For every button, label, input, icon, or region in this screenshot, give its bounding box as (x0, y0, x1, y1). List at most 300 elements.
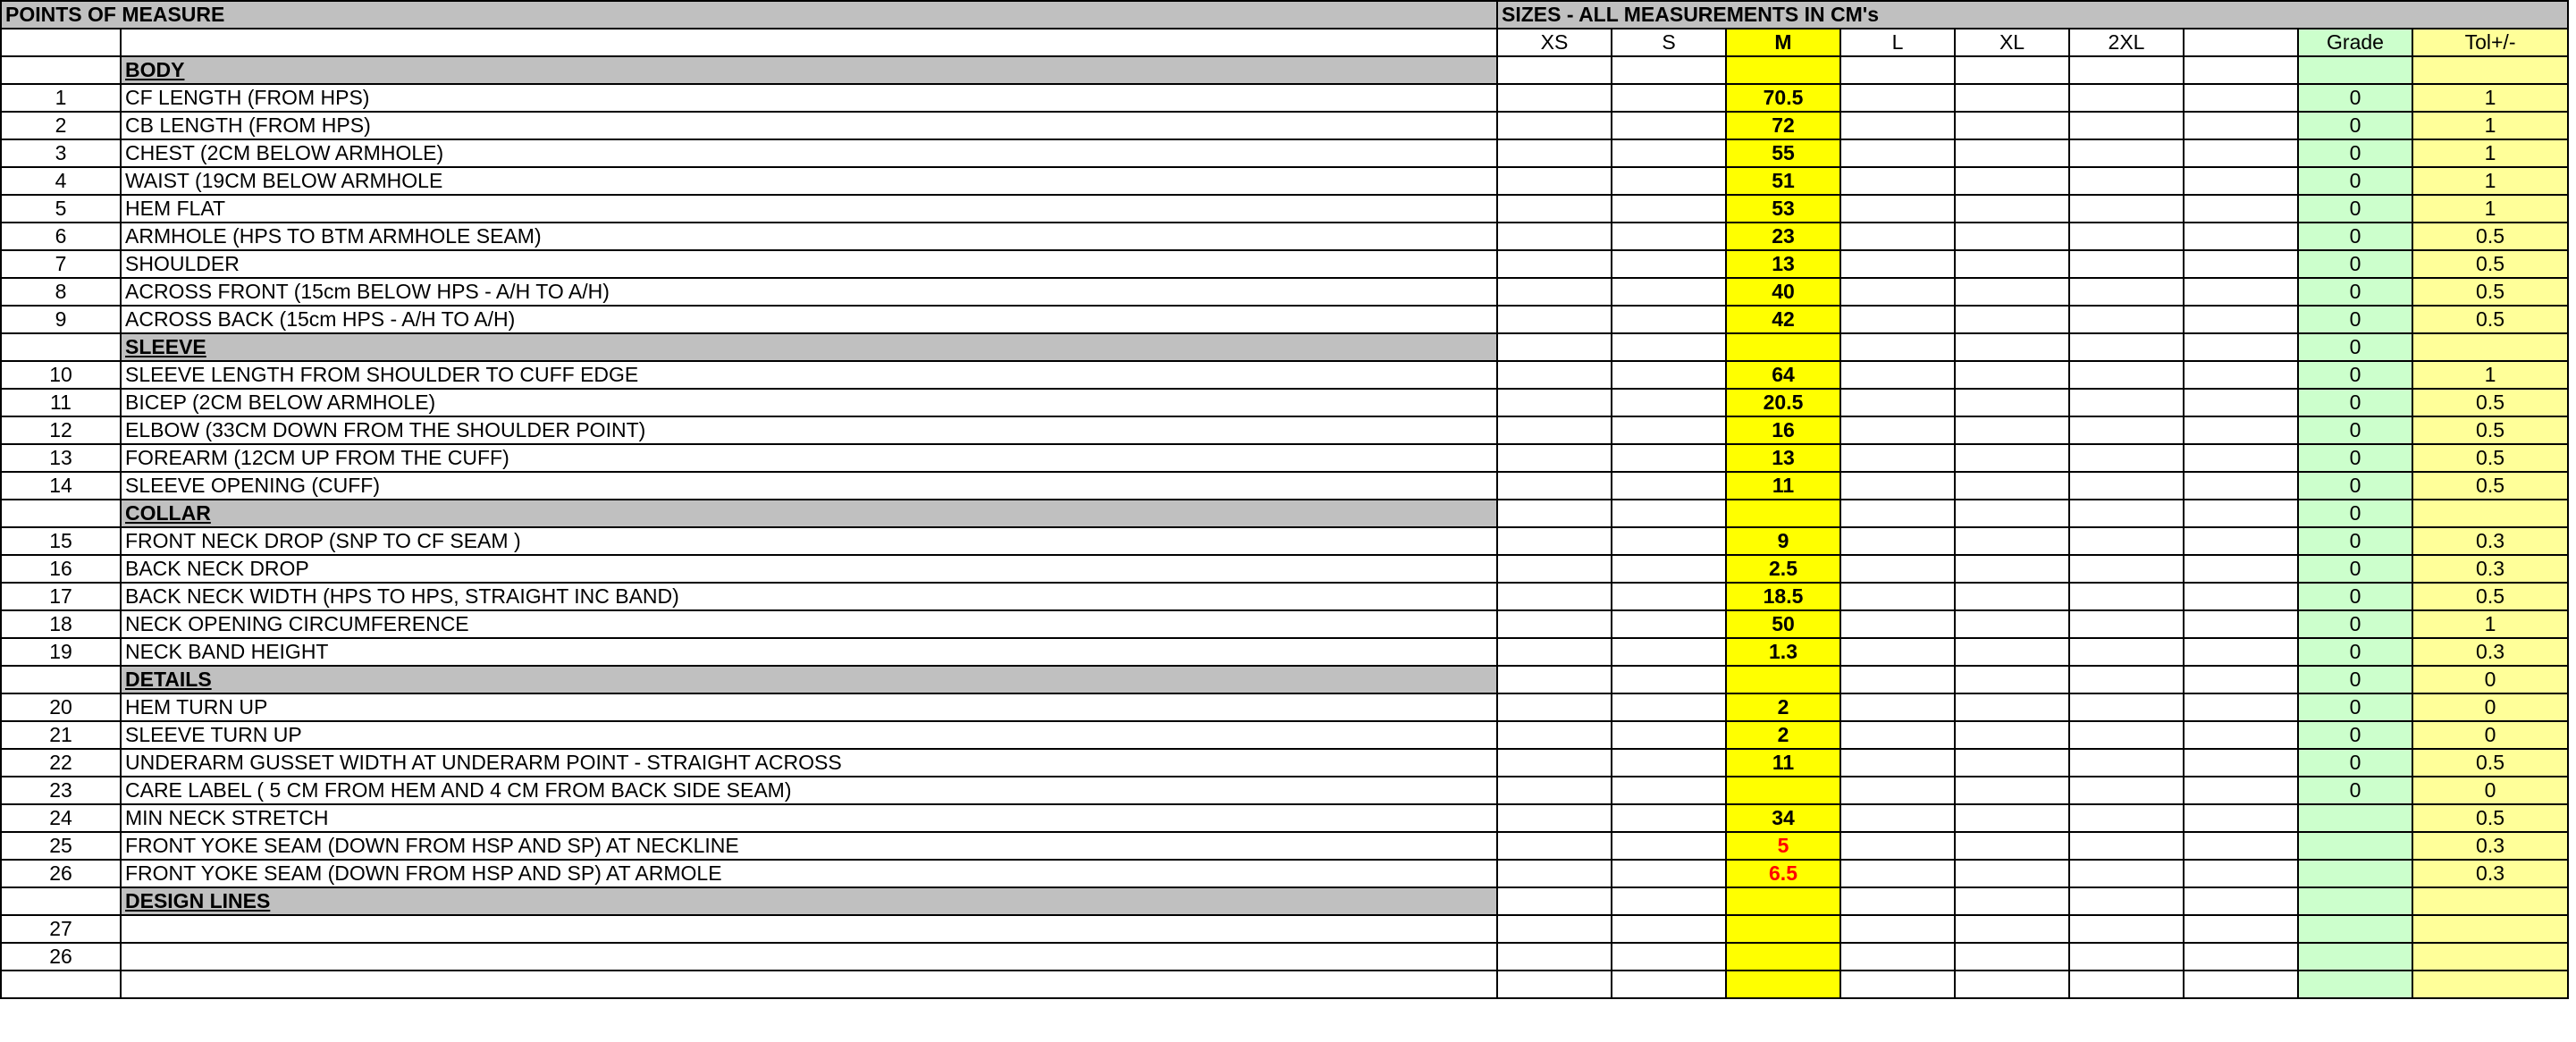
row-number-cell[interactable]: 4 (1, 167, 121, 195)
size-extra-cell[interactable] (2184, 583, 2298, 610)
size-l-cell[interactable] (1840, 306, 1955, 333)
grade-cell[interactable]: 0 (2298, 638, 2412, 666)
size-s-cell[interactable] (1612, 555, 1726, 583)
size-m-cell[interactable]: 18.5 (1726, 583, 1840, 610)
size-m-cell[interactable]: 13 (1726, 250, 1840, 278)
row-number-cell[interactable]: 14 (1, 472, 121, 500)
size-s-cell[interactable] (1612, 887, 1726, 915)
size-extra-cell[interactable] (2184, 223, 2298, 250)
size-xs-cell[interactable] (1497, 555, 1612, 583)
size-m-cell[interactable] (1726, 915, 1840, 943)
points-of-measure-header[interactable]: POINTS OF MEASURE (1, 1, 1497, 29)
tolerance-cell[interactable]: 0.5 (2412, 278, 2568, 306)
size-2xl-cell[interactable] (2069, 583, 2184, 610)
size-s-cell[interactable] (1612, 306, 1726, 333)
grade-cell[interactable]: 0 (2298, 306, 2412, 333)
size-m-cell[interactable]: 51 (1726, 167, 1840, 195)
point-label-cell[interactable]: ELBOW (33CM DOWN FROM THE SHOULDER POINT) (121, 416, 1497, 444)
size-s-cell[interactable] (1612, 444, 1726, 472)
row-number-cell[interactable]: 13 (1, 444, 121, 472)
grade-cell[interactable]: 0 (2298, 278, 2412, 306)
size-xl-cell[interactable] (1955, 223, 2069, 250)
size-xl-cell[interactable] (1955, 306, 2069, 333)
grade-cell[interactable] (2298, 887, 2412, 915)
point-label-cell[interactable]: SHOULDER (121, 250, 1497, 278)
size-xs-cell[interactable] (1497, 500, 1612, 527)
size-extra-cell[interactable] (2184, 278, 2298, 306)
size-extra-cell[interactable] (2184, 638, 2298, 666)
size-s-cell[interactable] (1612, 583, 1726, 610)
point-label-cell[interactable]: HEM TURN UP (121, 693, 1497, 721)
size-extra-cell[interactable] (2184, 860, 2298, 887)
size-xs-cell[interactable] (1497, 721, 1612, 749)
size-2xl-cell[interactable] (2069, 887, 2184, 915)
size-2xl-cell[interactable] (2069, 139, 2184, 167)
size-xl-cell[interactable] (1955, 749, 2069, 777)
size-m-cell[interactable]: 55 (1726, 139, 1840, 167)
size-xs-cell[interactable] (1497, 749, 1612, 777)
size-l-cell[interactable] (1840, 250, 1955, 278)
size-xl-cell[interactable] (1955, 971, 2069, 998)
size-m-cell[interactable]: 2.5 (1726, 555, 1840, 583)
size-xs-cell[interactable] (1497, 84, 1612, 112)
size-2xl-cell[interactable] (2069, 306, 2184, 333)
size-l-cell[interactable] (1840, 610, 1955, 638)
size-s-cell[interactable] (1612, 56, 1726, 84)
size-extra-cell[interactable] (2184, 361, 2298, 389)
size-xs-cell[interactable] (1497, 693, 1612, 721)
size-xs-cell[interactable] (1497, 804, 1612, 832)
point-label-cell[interactable]: CB LENGTH (FROM HPS) (121, 112, 1497, 139)
tolerance-cell[interactable]: 0.3 (2412, 860, 2568, 887)
size-2xl-cell[interactable] (2069, 223, 2184, 250)
size-m-cell[interactable] (1726, 500, 1840, 527)
size-m-cell[interactable]: 53 (1726, 195, 1840, 223)
size-2xl-cell[interactable] (2069, 527, 2184, 555)
size-s-cell[interactable] (1612, 638, 1726, 666)
size-l-cell[interactable] (1840, 971, 1955, 998)
size-xs-header[interactable]: XS (1497, 29, 1612, 56)
grade-cell[interactable]: 0 (2298, 749, 2412, 777)
size-l-cell[interactable] (1840, 84, 1955, 112)
size-2xl-cell[interactable] (2069, 444, 2184, 472)
size-2xl-cell[interactable] (2069, 915, 2184, 943)
point-label-cell[interactable]: ACROSS FRONT (15cm BELOW HPS - A/H TO A/H) (121, 278, 1497, 306)
size-xl-cell[interactable] (1955, 389, 2069, 416)
size-l-cell[interactable] (1840, 56, 1955, 84)
grade-cell[interactable]: 0 (2298, 223, 2412, 250)
size-2xl-cell[interactable] (2069, 555, 2184, 583)
size-xl-cell[interactable] (1955, 915, 2069, 943)
grade-cell[interactable]: 0 (2298, 666, 2412, 693)
tolerance-cell[interactable]: 0.5 (2412, 250, 2568, 278)
size-xl-cell[interactable] (1955, 472, 2069, 500)
row-number-cell[interactable]: 19 (1, 638, 121, 666)
row-number-cell[interactable]: 2 (1, 112, 121, 139)
tolerance-header[interactable]: Tol+/- (2412, 29, 2568, 56)
grade-header[interactable]: Grade (2298, 29, 2412, 56)
grade-cell[interactable]: 0 (2298, 444, 2412, 472)
section-label-cell[interactable]: COLLAR (121, 500, 1497, 527)
row-number-cell[interactable]: 1 (1, 84, 121, 112)
size-m-cell[interactable]: 11 (1726, 749, 1840, 777)
size-2xl-cell[interactable] (2069, 749, 2184, 777)
size-extra-cell[interactable] (2184, 887, 2298, 915)
size-xl-cell[interactable] (1955, 250, 2069, 278)
grade-cell[interactable]: 0 (2298, 84, 2412, 112)
grade-cell[interactable]: 0 (2298, 527, 2412, 555)
size-m-cell[interactable] (1726, 887, 1840, 915)
size-2xl-header[interactable]: 2XL (2069, 29, 2184, 56)
size-xl-cell[interactable] (1955, 666, 2069, 693)
point-label-cell[interactable]: CHEST (2CM BELOW ARMHOLE) (121, 139, 1497, 167)
row-number-cell[interactable]: 22 (1, 749, 121, 777)
grade-cell[interactable]: 0 (2298, 167, 2412, 195)
size-xs-cell[interactable] (1497, 472, 1612, 500)
row-number-cell[interactable] (1, 56, 121, 84)
size-m-cell[interactable]: 70.5 (1726, 84, 1840, 112)
size-xs-cell[interactable] (1497, 361, 1612, 389)
size-l-cell[interactable] (1840, 361, 1955, 389)
row-number-cell[interactable] (1, 500, 121, 527)
grade-cell[interactable] (2298, 804, 2412, 832)
tolerance-cell[interactable]: 1 (2412, 610, 2568, 638)
size-xs-cell[interactable] (1497, 915, 1612, 943)
size-2xl-cell[interactable] (2069, 361, 2184, 389)
size-m-cell[interactable]: 40 (1726, 278, 1840, 306)
size-s-cell[interactable] (1612, 943, 1726, 971)
size-extra-cell[interactable] (2184, 500, 2298, 527)
size-s-cell[interactable] (1612, 971, 1726, 998)
size-2xl-cell[interactable] (2069, 638, 2184, 666)
size-extra-cell[interactable] (2184, 666, 2298, 693)
row-number-cell[interactable]: 26 (1, 943, 121, 971)
size-xs-cell[interactable] (1497, 389, 1612, 416)
size-s-cell[interactable] (1612, 777, 1726, 804)
size-s-cell[interactable] (1612, 223, 1726, 250)
size-s-cell[interactable] (1612, 915, 1726, 943)
point-label-cell[interactable]: BACK NECK WIDTH (HPS TO HPS, STRAIGHT INC BAND) (121, 583, 1497, 610)
tolerance-cell[interactable]: 1 (2412, 84, 2568, 112)
point-label-cell[interactable]: CARE LABEL ( 5 CM FROM HEM AND 4 CM FROM BACK SIDE SEAM) (121, 777, 1497, 804)
point-label-cell[interactable]: ARMHOLE (HPS TO BTM ARMHOLE SEAM) (121, 223, 1497, 250)
size-l-cell[interactable] (1840, 804, 1955, 832)
point-label-cell[interactable]: FOREARM (12CM UP FROM THE CUFF) (121, 444, 1497, 472)
size-2xl-cell[interactable] (2069, 610, 2184, 638)
row-number-cell[interactable]: 15 (1, 527, 121, 555)
point-label-cell[interactable]: NECK BAND HEIGHT (121, 638, 1497, 666)
size-s-cell[interactable] (1612, 278, 1726, 306)
size-s-cell[interactable] (1612, 804, 1726, 832)
size-xl-cell[interactable] (1955, 167, 2069, 195)
size-m-cell[interactable]: 9 (1726, 527, 1840, 555)
size-xl-cell[interactable] (1955, 721, 2069, 749)
size-m-cell[interactable]: 16 (1726, 416, 1840, 444)
size-2xl-cell[interactable] (2069, 804, 2184, 832)
size-l-cell[interactable] (1840, 638, 1955, 666)
size-m-cell[interactable] (1726, 943, 1840, 971)
point-label-cell[interactable] (121, 971, 1497, 998)
size-extra-cell[interactable] (2184, 693, 2298, 721)
row-number-cell[interactable]: 11 (1, 389, 121, 416)
tolerance-cell[interactable] (2412, 56, 2568, 84)
grade-cell[interactable] (2298, 860, 2412, 887)
size-s-cell[interactable] (1612, 389, 1726, 416)
tolerance-cell[interactable]: 1 (2412, 112, 2568, 139)
point-label-cell[interactable]: SLEEVE LENGTH FROM SHOULDER TO CUFF EDGE (121, 361, 1497, 389)
row-number-cell[interactable]: 12 (1, 416, 121, 444)
size-extra-cell[interactable] (2184, 971, 2298, 998)
size-l-cell[interactable] (1840, 416, 1955, 444)
size-xs-cell[interactable] (1497, 583, 1612, 610)
size-s-cell[interactable] (1612, 84, 1726, 112)
tolerance-cell[interactable]: 0 (2412, 693, 2568, 721)
grade-cell[interactable]: 0 (2298, 500, 2412, 527)
size-xs-cell[interactable] (1497, 638, 1612, 666)
row-number-cell[interactable]: 23 (1, 777, 121, 804)
size-s-cell[interactable] (1612, 832, 1726, 860)
size-extra-cell[interactable] (2184, 306, 2298, 333)
size-2xl-cell[interactable] (2069, 56, 2184, 84)
size-extra-cell[interactable] (2184, 333, 2298, 361)
size-xs-cell[interactable] (1497, 56, 1612, 84)
point-label-cell[interactable]: MIN NECK STRETCH (121, 804, 1497, 832)
size-m-cell[interactable]: 1.3 (1726, 638, 1840, 666)
size-m-cell[interactable] (1726, 56, 1840, 84)
point-label-cell[interactable]: BICEP (2CM BELOW ARMHOLE) (121, 389, 1497, 416)
size-xl-cell[interactable] (1955, 804, 2069, 832)
size-2xl-cell[interactable] (2069, 721, 2184, 749)
size-2xl-cell[interactable] (2069, 693, 2184, 721)
section-label-cell[interactable]: SLEEVE (121, 333, 1497, 361)
size-l-cell[interactable] (1840, 666, 1955, 693)
grade-cell[interactable]: 0 (2298, 472, 2412, 500)
size-l-cell[interactable] (1840, 527, 1955, 555)
grade-cell[interactable]: 0 (2298, 777, 2412, 804)
size-l-cell[interactable] (1840, 472, 1955, 500)
tolerance-cell[interactable]: 0.3 (2412, 832, 2568, 860)
size-s-cell[interactable] (1612, 500, 1726, 527)
size-extra-cell[interactable] (2184, 610, 2298, 638)
size-xs-cell[interactable] (1497, 250, 1612, 278)
size-extra-cell[interactable] (2184, 389, 2298, 416)
grade-cell[interactable] (2298, 832, 2412, 860)
size-l-cell[interactable] (1840, 832, 1955, 860)
size-xl-cell[interactable] (1955, 84, 2069, 112)
point-label-cell[interactable]: SLEEVE OPENING (CUFF) (121, 472, 1497, 500)
size-2xl-cell[interactable] (2069, 333, 2184, 361)
tolerance-cell[interactable] (2412, 887, 2568, 915)
point-label-cell[interactable]: HEM FLAT (121, 195, 1497, 223)
size-xl-header[interactable]: XL (1955, 29, 2069, 56)
sizes-header[interactable]: SIZES - ALL MEASUREMENTS IN CM's (1497, 1, 2568, 29)
size-xl-cell[interactable] (1955, 860, 2069, 887)
size-s-cell[interactable] (1612, 361, 1726, 389)
tolerance-cell[interactable]: 0 (2412, 721, 2568, 749)
size-m-cell[interactable] (1726, 971, 1840, 998)
size-xs-cell[interactable] (1497, 887, 1612, 915)
size-xs-cell[interactable] (1497, 860, 1612, 887)
size-m-cell[interactable] (1726, 777, 1840, 804)
section-label-cell[interactable]: DESIGN LINES (121, 887, 1497, 915)
tolerance-cell[interactable]: 0.5 (2412, 472, 2568, 500)
size-s-cell[interactable] (1612, 693, 1726, 721)
tolerance-cell[interactable] (2412, 971, 2568, 998)
size-l-cell[interactable] (1840, 139, 1955, 167)
tolerance-cell[interactable]: 0.5 (2412, 583, 2568, 610)
size-extra-cell[interactable] (2184, 527, 2298, 555)
grade-cell[interactable]: 0 (2298, 333, 2412, 361)
tolerance-cell[interactable] (2412, 333, 2568, 361)
size-2xl-cell[interactable] (2069, 195, 2184, 223)
size-l-cell[interactable] (1840, 167, 1955, 195)
size-extra-cell[interactable] (2184, 84, 2298, 112)
size-l-header[interactable]: L (1840, 29, 1955, 56)
point-label-cell[interactable] (121, 915, 1497, 943)
size-xl-cell[interactable] (1955, 361, 2069, 389)
size-2xl-cell[interactable] (2069, 500, 2184, 527)
size-l-cell[interactable] (1840, 278, 1955, 306)
size-extra-cell[interactable] (2184, 167, 2298, 195)
row-number-cell[interactable]: 20 (1, 693, 121, 721)
size-xl-cell[interactable] (1955, 610, 2069, 638)
row-number-cell[interactable]: 24 (1, 804, 121, 832)
size-2xl-cell[interactable] (2069, 832, 2184, 860)
size-2xl-cell[interactable] (2069, 84, 2184, 112)
size-extra-cell[interactable] (2184, 721, 2298, 749)
size-extra-cell[interactable] (2184, 250, 2298, 278)
size-xs-cell[interactable] (1497, 167, 1612, 195)
row-number-cell[interactable]: 16 (1, 555, 121, 583)
grade-cell[interactable]: 0 (2298, 389, 2412, 416)
tolerance-cell[interactable]: 0.5 (2412, 416, 2568, 444)
size-xs-cell[interactable] (1497, 278, 1612, 306)
row-number-cell[interactable] (1, 666, 121, 693)
size-s-cell[interactable] (1612, 195, 1726, 223)
tolerance-cell[interactable]: 0.5 (2412, 223, 2568, 250)
size-2xl-cell[interactable] (2069, 860, 2184, 887)
size-2xl-cell[interactable] (2069, 971, 2184, 998)
size-s-header[interactable]: S (1612, 29, 1726, 56)
tolerance-cell[interactable]: 1 (2412, 167, 2568, 195)
size-xl-cell[interactable] (1955, 444, 2069, 472)
tolerance-cell[interactable]: 0.5 (2412, 804, 2568, 832)
size-2xl-cell[interactable] (2069, 112, 2184, 139)
grade-cell[interactable]: 0 (2298, 112, 2412, 139)
row-number-cell[interactable]: 25 (1, 832, 121, 860)
size-extra-cell[interactable] (2184, 777, 2298, 804)
size-xl-cell[interactable] (1955, 500, 2069, 527)
section-label-cell[interactable]: BODY (121, 56, 1497, 84)
size-xs-cell[interactable] (1497, 444, 1612, 472)
size-m-cell[interactable]: 2 (1726, 693, 1840, 721)
point-label-cell[interactable]: NECK OPENING CIRCUMFERENCE (121, 610, 1497, 638)
section-label-cell[interactable]: DETAILS (121, 666, 1497, 693)
size-xs-cell[interactable] (1497, 195, 1612, 223)
row-number-cell[interactable]: 5 (1, 195, 121, 223)
size-s-cell[interactable] (1612, 250, 1726, 278)
grade-cell[interactable]: 0 (2298, 416, 2412, 444)
tolerance-cell[interactable] (2412, 943, 2568, 971)
size-m-cell[interactable]: 11 (1726, 472, 1840, 500)
row-number-cell[interactable] (1, 887, 121, 915)
size-2xl-cell[interactable] (2069, 278, 2184, 306)
tolerance-cell[interactable]: 1 (2412, 361, 2568, 389)
size-m-cell[interactable]: 50 (1726, 610, 1840, 638)
grade-cell[interactable]: 0 (2298, 250, 2412, 278)
size-s-cell[interactable] (1612, 721, 1726, 749)
size-m-cell[interactable]: 42 (1726, 306, 1840, 333)
blank-cell[interactable] (1, 29, 121, 56)
row-number-cell[interactable]: 21 (1, 721, 121, 749)
size-m-cell[interactable]: 13 (1726, 444, 1840, 472)
size-xs-cell[interactable] (1497, 777, 1612, 804)
blank-cell[interactable] (121, 29, 1497, 56)
size-l-cell[interactable] (1840, 583, 1955, 610)
size-extra-cell[interactable] (2184, 444, 2298, 472)
tolerance-cell[interactable]: 1 (2412, 195, 2568, 223)
point-label-cell[interactable]: UNDERARM GUSSET WIDTH AT UNDERARM POINT - STRAIGHT ACROSS (121, 749, 1497, 777)
size-m-cell[interactable] (1726, 333, 1840, 361)
size-2xl-cell[interactable] (2069, 250, 2184, 278)
size-extra-cell[interactable] (2184, 804, 2298, 832)
size-extra-cell[interactable] (2184, 555, 2298, 583)
size-2xl-cell[interactable] (2069, 472, 2184, 500)
grade-cell[interactable]: 0 (2298, 361, 2412, 389)
tolerance-cell[interactable] (2412, 500, 2568, 527)
point-label-cell[interactable] (121, 943, 1497, 971)
grade-cell[interactable] (2298, 971, 2412, 998)
size-2xl-cell[interactable] (2069, 167, 2184, 195)
size-l-cell[interactable] (1840, 195, 1955, 223)
tolerance-cell[interactable]: 0.5 (2412, 306, 2568, 333)
tolerance-cell[interactable]: 0.5 (2412, 444, 2568, 472)
size-xs-cell[interactable] (1497, 943, 1612, 971)
tolerance-cell[interactable]: 0.3 (2412, 555, 2568, 583)
size-xl-cell[interactable] (1955, 583, 2069, 610)
size-l-cell[interactable] (1840, 555, 1955, 583)
size-l-cell[interactable] (1840, 887, 1955, 915)
size-l-cell[interactable] (1840, 112, 1955, 139)
size-s-cell[interactable] (1612, 139, 1726, 167)
size-m-cell[interactable]: 34 (1726, 804, 1840, 832)
size-xs-cell[interactable] (1497, 527, 1612, 555)
size-xs-cell[interactable] (1497, 306, 1612, 333)
size-s-cell[interactable] (1612, 749, 1726, 777)
size-extra-cell[interactable] (2184, 943, 2298, 971)
size-s-cell[interactable] (1612, 610, 1726, 638)
size-s-cell[interactable] (1612, 472, 1726, 500)
tolerance-cell[interactable]: 0.3 (2412, 638, 2568, 666)
grade-cell[interactable]: 0 (2298, 721, 2412, 749)
size-2xl-cell[interactable] (2069, 416, 2184, 444)
size-xl-cell[interactable] (1955, 638, 2069, 666)
size-extra-cell[interactable] (2184, 749, 2298, 777)
size-l-cell[interactable] (1840, 333, 1955, 361)
size-xs-cell[interactable] (1497, 223, 1612, 250)
row-number-cell[interactable]: 26 (1, 860, 121, 887)
grade-cell[interactable]: 0 (2298, 195, 2412, 223)
size-xl-cell[interactable] (1955, 527, 2069, 555)
grade-cell[interactable]: 0 (2298, 139, 2412, 167)
size-xs-cell[interactable] (1497, 416, 1612, 444)
size-xs-cell[interactable] (1497, 971, 1612, 998)
point-label-cell[interactable]: SLEEVE TURN UP (121, 721, 1497, 749)
row-number-cell[interactable]: 27 (1, 915, 121, 943)
row-number-cell[interactable] (1, 333, 121, 361)
size-xl-cell[interactable] (1955, 693, 2069, 721)
size-l-cell[interactable] (1840, 943, 1955, 971)
